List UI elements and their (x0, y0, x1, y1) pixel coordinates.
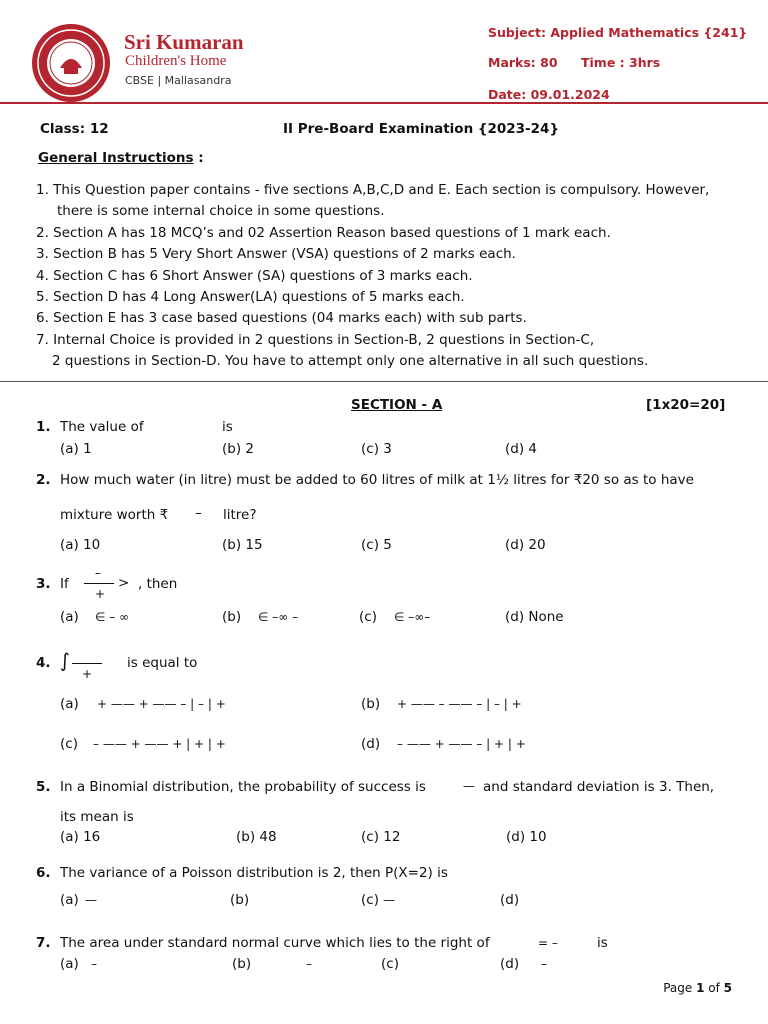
instructions-heading-colon: : (193, 150, 204, 166)
question-number: 4. (36, 655, 51, 671)
section-title: SECTION - A (351, 397, 443, 413)
option-d: (d) None (505, 609, 564, 625)
instruction-line: there is some internal choice in some questions. (57, 203, 385, 220)
option-c: (c) 5 (361, 537, 392, 553)
option-a: (a) (60, 956, 79, 972)
option-a: (a) (60, 609, 79, 625)
page-total: 5 (723, 981, 732, 995)
marks-label: Marks: 80 (488, 55, 558, 70)
question-text: In a Binomial distribution, the probability of success is (60, 779, 426, 795)
option-d: (d) (361, 736, 381, 752)
option-c: (c) 3 (361, 441, 392, 457)
fraction-bar (72, 663, 102, 664)
exam-title: II Pre-Board Examination {2023-24} (283, 121, 560, 137)
option-a-math: ∈ – ∞ (95, 610, 130, 624)
option-c: (c) (359, 609, 377, 625)
question-text-line2: mixture worth ₹ (60, 507, 169, 523)
option-d: (d) (500, 892, 520, 908)
school-subtitle: Children's Home (125, 53, 227, 69)
question-number: 1. (36, 419, 51, 435)
option-d: (d) 10 (506, 829, 547, 845)
question-number: 6. (36, 865, 51, 881)
option-b: (b) (230, 892, 250, 908)
option-c: (c) 12 (361, 829, 401, 845)
page-prefix: Page (663, 981, 697, 995)
option-d-math: – —— + —— – | + | + (397, 737, 526, 751)
section-divider (0, 381, 768, 382)
option-b: (b) (232, 956, 252, 972)
question-text-line2: its mean is (60, 809, 134, 825)
instruction-line: 1. This Question paper contains - five sections A,B,C,D and E. Each section is compulsory. However, (36, 182, 710, 198)
option-d-math: – (541, 957, 547, 971)
school-logo (30, 22, 112, 104)
option-a: (a) 10 (60, 537, 101, 553)
option-c-math: – —— + —— + | + | + (93, 737, 226, 751)
option-b: (b) 2 (222, 441, 254, 457)
question-number: 7. (36, 935, 51, 951)
instructions-heading (38, 150, 204, 166)
fraction-numerator: – (95, 566, 101, 580)
school-name: Sri Kumaran (124, 30, 244, 54)
option-a: (a) 1 (60, 441, 92, 457)
fraction-bar (84, 583, 114, 584)
option-b: (b) (361, 696, 381, 712)
question-text: The variance of a Poisson distribution is 2, then P(X=2) is (60, 865, 448, 881)
question-text: The area under standard normal curve which lies to the right of (60, 935, 490, 951)
option-d: (d) 4 (505, 441, 537, 457)
page-current: 1 (696, 981, 705, 995)
instruction-line: 5. Section D has 4 Long Answer(LA) questions of 5 marks each. (36, 289, 465, 306)
instruction-line: 7. Internal Choice is provided in 2 questions in Section-B, 2 questions in Section-C, (36, 331, 595, 348)
instruction-line: 6. Section E has 3 case based questions (04 marks each) with sub parts. (36, 310, 527, 327)
question-text: The value of (60, 419, 144, 435)
option-c: (c) (60, 736, 78, 752)
fraction-denominator: + (82, 667, 93, 681)
question-tail: is (597, 935, 608, 951)
question-tail: is (222, 419, 233, 435)
math-operator: > (118, 575, 130, 591)
time-label: Time : 3hrs (581, 55, 661, 70)
instruction-line: 2 questions in Section-D. You have to attempt only one alternative in all such questions. (52, 353, 649, 370)
option-b-math: ∈ –∞ – (258, 610, 299, 624)
question-text: How much water (in litre) must be added to 60 litres of milk at 1½ litres for ₹20 so as to have (60, 472, 694, 488)
fraction-denominator: + (95, 587, 106, 601)
question-text-line2-tail: litre? (223, 507, 257, 523)
option-d: (d) (500, 956, 520, 972)
option-b-math: – (306, 957, 312, 971)
option-c: (c) (381, 956, 399, 972)
option-b-math: + —— – —— – | – | + (397, 697, 522, 711)
option-b: (b) 15 (222, 537, 263, 553)
instructions-list (36, 180, 709, 373)
question-text-cont: and standard deviation is 3. Then, (483, 779, 715, 795)
math-expression: = – (538, 936, 558, 950)
subject-label: Subject: Applied Mathematics {241} (488, 25, 748, 40)
question-number: 5. (36, 779, 51, 795)
school-board: CBSE | Mallasandra (125, 74, 232, 87)
option-a: (a) (60, 892, 79, 908)
option-c-math: — (383, 893, 395, 907)
instruction-line: 3. Section B has 5 Very Short Answer (VSA) questions of 2 marks each. (36, 246, 516, 263)
option-b: (b) (222, 609, 242, 625)
math-fraction: – (195, 505, 202, 521)
date-label: Date: 09.01.2024 (488, 87, 610, 102)
instruction-line: 4. Section C has 6 Short Answer (SA) questions of 3 marks each. (36, 267, 473, 284)
option-a-math: + —— + —— – | – | + (97, 697, 226, 711)
option-c-math: ∈ –∞– (394, 610, 431, 624)
page-number (663, 981, 732, 995)
class-label: Class: 12 (40, 121, 109, 137)
math-fraction: — (463, 779, 475, 793)
header-divider (0, 102, 768, 104)
section-marks: [1x20=20] (646, 397, 726, 413)
question-text: If (60, 576, 69, 592)
option-d: (d) 20 (505, 537, 546, 553)
integral-sign: ∫ (60, 650, 70, 672)
question-tail: is equal to (127, 655, 198, 671)
page-mid: of (704, 981, 724, 995)
option-a: (a) (60, 696, 79, 712)
option-c: (c) (361, 892, 379, 908)
option-a-math: – (91, 957, 97, 971)
instruction-line: 2. Section A has 18 MCQ’s and 02 Assertion Reason based questions of 1 mark each. (36, 224, 611, 241)
question-number: 2. (36, 472, 51, 488)
option-a-math: — (85, 893, 97, 907)
option-b: (b) 48 (236, 829, 277, 845)
instructions-heading-text: General Instructions (38, 150, 194, 166)
question-number: 3. (36, 576, 51, 592)
option-a: (a) 16 (60, 829, 101, 845)
question-tail: , then (138, 576, 178, 592)
